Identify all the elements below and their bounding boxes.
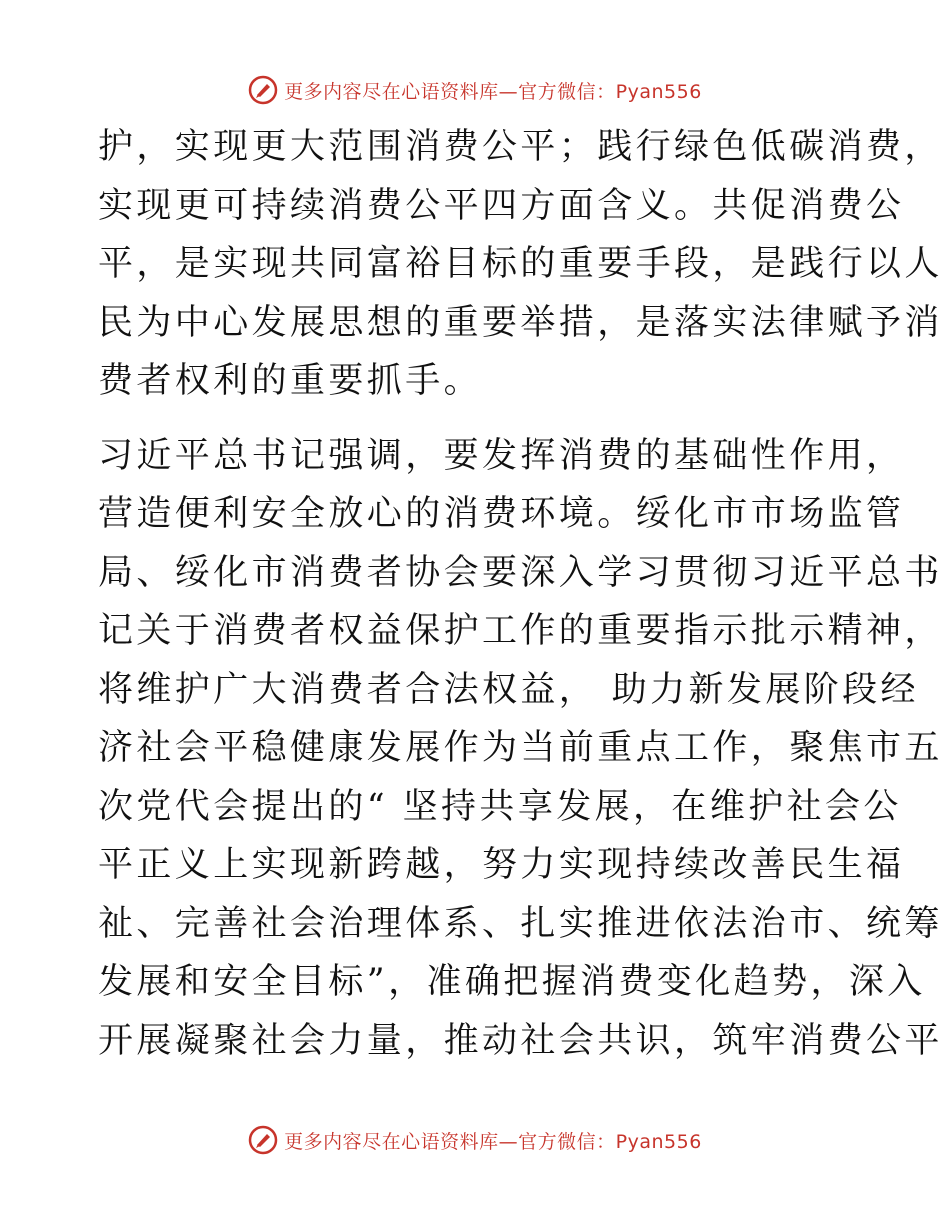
text-line: 发展和安全目标”，准确把握消费变化趋势，深入 bbox=[98, 962, 926, 1002]
text-line: 局、绥化市消费者协会要深入学习贯彻习近平总书 bbox=[98, 552, 943, 593]
header-banner-text: 更多内容尽在心语资料库—官方微信：Pyan556 bbox=[284, 80, 702, 103]
text-line: 护，实现更大范围消费公平；践行绿色低碳消费， bbox=[98, 127, 943, 167]
footer-banner-text: 更多内容尽在心语资料库—官方微信：Pyan556 bbox=[284, 1130, 702, 1153]
text-line: 开展凝聚社会力量，推动社会共识，筑牢消费公平 bbox=[98, 1020, 943, 1061]
text-line: 次党代会提出的“ 坚持共享发展，在维护社会公 bbox=[98, 786, 902, 827]
document-body bbox=[98, 118, 943, 1070]
text-line: 营造便利安全放心的消费环境。绥化市市场监管 bbox=[98, 494, 905, 534]
text-line: 平正义上实现新跨越，努力实现持续改善民生福 bbox=[98, 845, 905, 885]
footer-banner bbox=[0, 1122, 950, 1158]
paragraph-2 bbox=[98, 427, 943, 1071]
text-line: 民为中心发展思想的重要举措，是落实法律赋予消 bbox=[98, 302, 943, 343]
text-line: 记关于消费者权益保护工作的重要指示批示精神， bbox=[98, 611, 943, 651]
paragraph-1 bbox=[98, 118, 943, 411]
text-line: 祉、完善社会治理体系、扎实推进依法治市、统筹 bbox=[98, 903, 943, 944]
text-line: 济社会平稳健康发展作为当前重点工作，聚焦市五 bbox=[98, 728, 943, 768]
text-line: 将维护广大消费者合法权益， 助力新发展阶段经 bbox=[98, 669, 919, 710]
logo-icon bbox=[248, 1125, 278, 1155]
text-line: 习近平总书记强调，要发挥消费的基础性作用， bbox=[98, 435, 905, 476]
header-banner bbox=[0, 72, 950, 108]
logo-icon bbox=[248, 75, 278, 105]
text-line: 平，是实现共同富裕目标的重要手段，是践行以人 bbox=[98, 244, 943, 284]
text-line: 实现更可持续消费公平四方面含义。共促消费公 bbox=[98, 185, 905, 226]
text-line: 费者权利的重要抓手。 bbox=[98, 361, 483, 401]
